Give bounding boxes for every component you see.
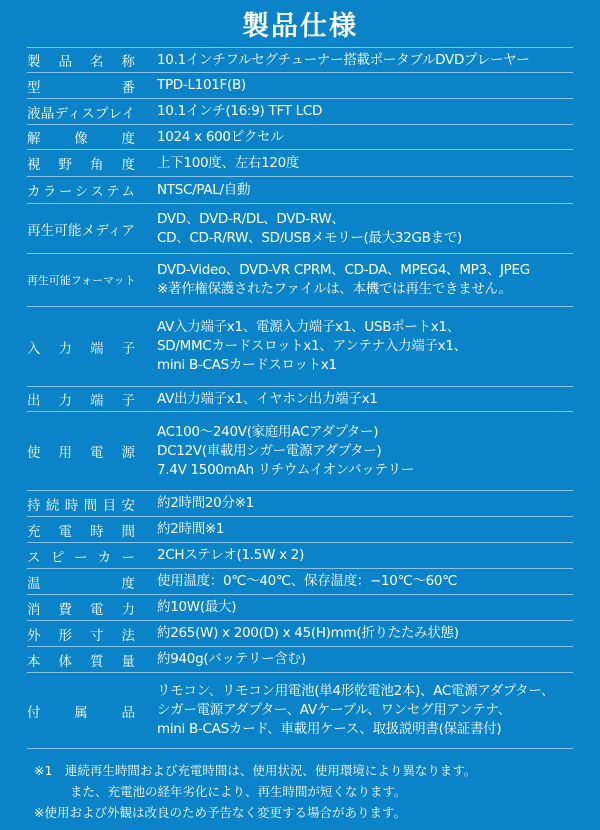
footnote-1: ※1 連続再生時間および充電時間は、使用状況、使用環境により異なります。 [34, 763, 477, 778]
footnote-1-continued: また、充電池の経年劣化により、再生時間が短くなります。 [70, 784, 407, 799]
spec-value [157, 682, 554, 739]
spec-value [157, 128, 284, 147]
spec-label: 消費電力 [27, 601, 135, 618]
spec-value-line: ※著作権保護されたファイルは、本機では再生できません。 [157, 281, 512, 297]
spec-label: 付属品 [27, 704, 135, 721]
spec-row [27, 569, 573, 595]
spec-row [27, 177, 573, 204]
spec-row [27, 491, 573, 517]
spec-row [27, 204, 573, 254]
spec-label: 外形寸法 [27, 627, 135, 644]
spec-value [157, 261, 530, 299]
spec-label: カラーシステム [27, 184, 135, 200]
spec-value [157, 390, 378, 409]
spec-row [27, 412, 573, 491]
spec-label: 製品名称 [27, 54, 135, 70]
spec-value-line: mini B-CASカードスロットx1 [157, 357, 337, 373]
spec-value-line: 約2時間※1 [157, 521, 225, 537]
spec-row [27, 621, 573, 647]
spec-value-line: 10.1インチフルセグチューナー搭載ポータブルDVDプレーヤー [157, 51, 530, 68]
spec-label: 出力端子 [27, 393, 135, 409]
spec-value-line: AV出力端子x1、イヤホン出力端子x1 [157, 390, 378, 407]
spec-value-line: mini B-CASカード、車載用ケース、取扱説明書(保証書付) [157, 721, 502, 737]
spec-value-line: DVD-Video、DVD-VR CPRM、CD-DA、MPEG4、MP3、JPEG [157, 262, 530, 278]
spec-label: 本体質量 [27, 653, 135, 670]
spec-label: 液晶ディスプレイ [27, 105, 135, 122]
spec-label: 型番 [27, 79, 135, 96]
spec-row [27, 647, 573, 673]
spec-value [157, 520, 224, 539]
spec-value [157, 102, 322, 121]
spec-value-line: 約2時間20分※1 [157, 495, 254, 511]
spec-label: 持続時間目安 [27, 497, 135, 514]
spec-value-line: 2CHステレオ(1.5W x 2) [157, 547, 305, 563]
spec-value-line: シガー電源アダプター、AVケーブル、ワンセグ用アンテナ、 [157, 702, 511, 718]
spec-value [157, 598, 236, 617]
spec-value [157, 624, 459, 643]
spec-row [27, 254, 573, 307]
spec-row [27, 673, 573, 749]
spec-value-line: 7.4V 1500mAh リチウムイオンバッテリー [157, 461, 415, 478]
spec-label: 再生可能メディア [27, 222, 135, 239]
spec-value-line: DC12V(車載用シガー電源アダプター) [157, 442, 382, 459]
spec-row [27, 517, 573, 543]
spec-row [27, 73, 573, 99]
spec-value-line: リモコン、リモコン用電池(単4形乾電池2本)、AC電源アダプター、 [157, 683, 555, 699]
spec-value-line: 使用温度：0℃～40℃、保存温度：−10℃～60℃ [157, 573, 458, 589]
spec-value [157, 154, 299, 173]
spec-value-line: 10.1インチ(16:9) TFT LCD [157, 103, 323, 119]
spec-label: 充電時間 [27, 523, 135, 540]
spec-value [157, 572, 457, 591]
spec-value-line: 約940g(バッテリー含む) [157, 651, 306, 667]
spec-row [27, 48, 573, 73]
spec-value [157, 181, 250, 200]
footnote-2: ※使用および外観は改良のため予告なく変更する場合があります。 [34, 805, 406, 820]
spec-value-line: SD/MMCカードスロットx1、アンテナ入力端子x1、 [157, 338, 467, 354]
spec-value-line: CD、CD-R/RW、SD/USBメモリー(最大32GBまで) [157, 229, 462, 246]
spec-value-line: 約10W(最大) [157, 599, 237, 615]
spec-row [27, 99, 573, 125]
spec-value-line: 上下100度、左右120度 [157, 154, 300, 171]
spec-row [27, 307, 573, 387]
spec-value-line: NTSC/PAL/自動 [157, 181, 251, 198]
spec-value [157, 210, 462, 248]
spec-value-line: TPD-L101F(B) [157, 77, 246, 93]
spec-value-line: AC100～240V(家庭用ACアダプター) [157, 423, 379, 440]
spec-value [157, 51, 530, 70]
spec-value [157, 318, 467, 375]
spec-table [27, 47, 573, 749]
spec-value-line: DVD、DVD-R/DL、DVD-RW、 [157, 210, 345, 227]
spec-row [27, 387, 573, 412]
spec-label: スピーカー [27, 549, 135, 566]
spec-value [157, 76, 246, 95]
footnotes [34, 760, 476, 823]
spec-label: 視野角度 [27, 157, 135, 173]
spec-row [27, 125, 573, 150]
spec-value [157, 494, 254, 513]
spec-row [27, 150, 573, 177]
spec-value [157, 650, 306, 669]
spec-value-line: 1024 x 600ピクセル [157, 128, 284, 145]
page-title: 製品仕様 [242, 11, 358, 42]
spec-label: 使用電源 [27, 445, 135, 461]
spec-label: 入力端子 [27, 340, 135, 357]
spec-row [27, 543, 573, 569]
spec-label: 解像度 [27, 131, 135, 147]
spec-value-line: AV入力端子x1、電源入力端子x1、USBポートx1、 [157, 319, 460, 335]
spec-label: 温度 [27, 575, 135, 592]
spec-value-line: 約265(W) x 200(D) x 45(H)mm(折りたたみ状態) [157, 625, 459, 641]
spec-value [157, 423, 414, 480]
spec-row [27, 595, 573, 621]
spec-label: 再生可能フォーマット [27, 274, 135, 287]
spec-value [157, 546, 304, 565]
